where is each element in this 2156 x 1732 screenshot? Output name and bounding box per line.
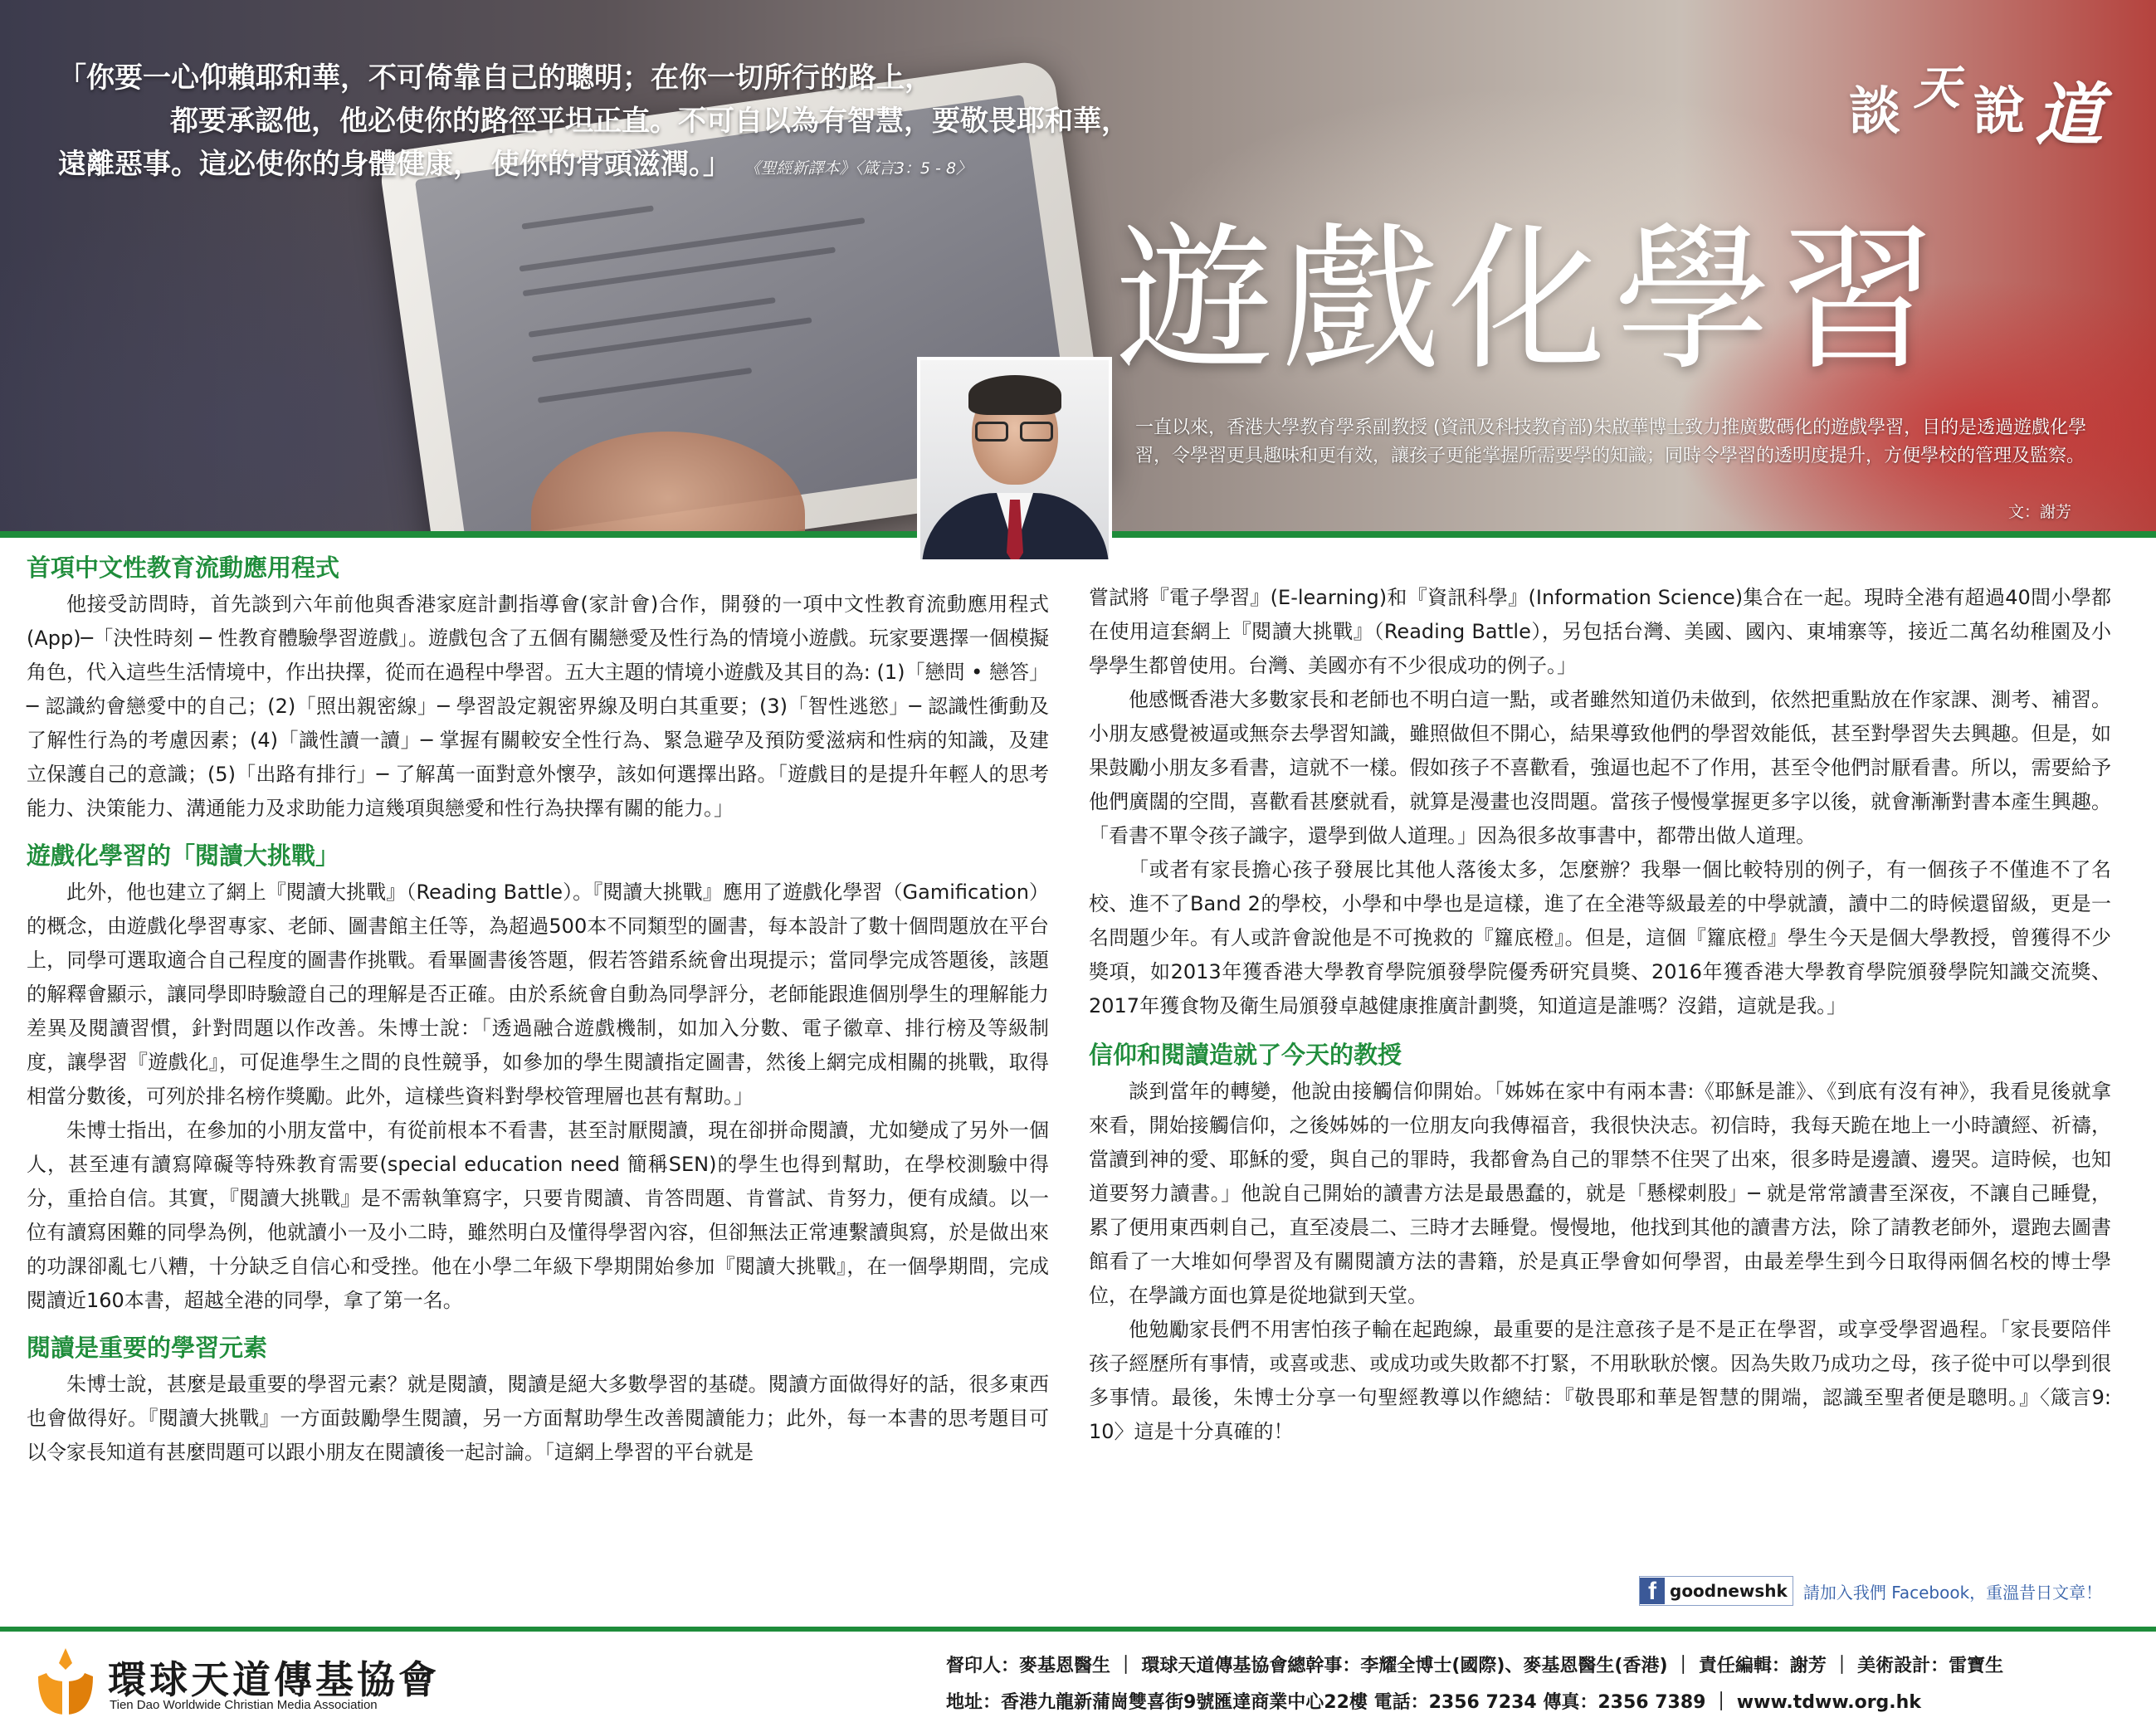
- logo-chinese-name: 環球天道傳基協會: [108, 1657, 440, 1702]
- scripture-quote: [58, 56, 1154, 190]
- article-paragraph: 朱博士指出，在參加的小朋友當中，有從前根本不看書，甚至討厭閱讀，現在卻拼命閱讀，尤如變成了另外一個人，甚至連有讀寫障礙等特殊教育需要(special education need 簡稱SEN)的學生也得到幫助，在學校測驗中得分，重拾自信。其實，『閱讀大挑戰』是不需執筆寫字，只要肯閱讀、肯答問題、肯嘗試、肯努力，便有成績。以一位有讀寫困難的同學為例，他就讀小一及小二時，雖然明白及懂得學習內容，但卻無法正常連繫讀與寫，於是做出來的功課卻亂七八糟，十分缺乏自信心和受挫。他在小學二年級下學期開始參加『閱讀大挑戰』，在一個學期間，完成閱讀近160本書，超越全港的同學，拿了第一名。: [27, 1119, 1049, 1312]
- quote-line-1: 「你要一心仰賴耶和華，不可倚靠自己的聰明；在你一切所行的路上，: [58, 61, 933, 95]
- byline: 文：謝芳: [2008, 503, 2072, 521]
- logo-mark-icon: [32, 1645, 100, 1718]
- article-column-left: [27, 548, 1049, 1470]
- facebook-icon: f: [1640, 1578, 1665, 1604]
- author-portrait: [917, 357, 1112, 563]
- quote-line-3: 遠離惡事。這必使你的身體健康， 使你的骨頭滋潤。」 《聖經新譯本》〈箴言3：5 - 8〉: [58, 148, 973, 181]
- article-paragraph: 「或者有家長擔心孩子發展比其他人落後太多，怎麼辦？我舉一個比較特別的例子，有一個孩子不僅進不了名校、進不了Band 2的學校，小學和中學也是這樣，進了在全港等級最差的中學就讀，讀中二的時候還留級，更是一名問題少年。有人或許會說他是不可挽救的『籮底橙』。但是，這個『籮底橙』學生今天是個大學教授，曾獲得不少獎項，如2013年獲香港大學教育學院頒發學院優秀研究員獎、2016年獲香港大學教育學院頒發學院知識交流獎、2017年獲食物及衛生局頒發卓越健康推廣計劃獎，知道這是誰嗎？沒錯，這就是我。」: [1089, 858, 2111, 1017]
- section-heading: 信仰和閱讀造就了今天的教授: [1089, 1041, 1402, 1069]
- article-paragraph: 嘗試將『電子學習』(E-learning)和『資訊科學』(Information Science)集合在一起。現時全港有超過40間小學都在使用這套網上『閱讀大挑戰』（Reading Battle），另包括台灣、美國、國內、東埔寨等，接近二萬名幼稚園及小學學生都曾使用。台灣、美國亦有不少很成功的例子。」: [1089, 586, 2111, 677]
- article-paragraph: 談到當年的轉變，他說由接觸信仰開始。「姊姊在家中有兩本書:《耶穌是誰》、《到底有沒有神》，我看見後就拿來看，開始接觸信仰，之後姊姊的一位朋友向我傳福音，我很快決志。初信時，我每天跪在地上一小時讀經、祈禱，當讀到神的愛、耶穌的愛，與自己的罪時，我都會為自己的罪禁不住哭了出來，很多時是邊讀、邊哭。這時候，也知道要努力讀書。」他說自己開始的讀書方法是最愚蠢的，就是「懸樑刺股」─ 就是常常讀書至深夜，不讓自己睡覺，累了便用東西刺自己，直至凌晨二、三時才去睡覺。慢慢地，他找到其他的讀書方法，除了請教老師外，還跑去圖書館看了一大堆如何學習及有關閱讀方法的書籍，於是真正學會如何學習，由最差學生到今日取得兩個名校的博士學位，在學識方面也算是從地獄到天堂。: [1089, 1080, 2111, 1307]
- article-column-right: [1089, 581, 2111, 1449]
- quote-citation: 《聖經新譯本》〈箴言3：5 - 8〉: [752, 159, 973, 178]
- credits-line-2: 地址：香港九龍新蒲崗雙喜街9號匯達商業中心22樓 電話：2356 7234 傳真：2356 7389 ｜ www.tdww.org.hk: [946, 1692, 1921, 1713]
- facebook-handle: goodnewshk: [1670, 1581, 1788, 1601]
- article-paragraph: 他勉勵家長們不用害怕孩子輸在起跑線，最重要的是注意孩子是不是正在學習，或享受學習過程。「家長要陪伴孩子經歷所有事情，或喜或悲、或成功或失敗都不打緊，不用耿耿於懷。因為失敗乃成功之母，孩子從中可以學到很多事情。最後，朱博士分享一句聖經教導以作總結：『敬畏耶和華是智慧的開端，認識至聖者便是聰明。』〈箴言9: 10〉這是十分真確的！: [1089, 1318, 2111, 1443]
- logo-english-name: Tien Dao Worldwide Christian Media Association: [110, 1698, 378, 1712]
- article-intro: 一直以來，香港大學教育學系副教授 (資訊及科技教育部)朱啟華博士致力推廣數碼化的遊戲學習，目的是透過遊戲化學習，令學習更具趣味和更有效，讓孩子更能掌握所需要學的知識；同時令學習的透明度提升，方便學校的管理及監察。: [1135, 417, 2087, 466]
- article-title: 遊戲化學習: [1116, 208, 1947, 392]
- article-paragraph: 朱博士說，甚麼是最重要的學習元素？就是閱讀，閱讀是絕大多數學習的基礎。閱讀方面做得好的話，很多東西也會做得好。『閱讀大挑戰』一方面鼓勵學生閱讀，另一方面幫助學生改善閱讀能力；此外，每一本書的思考題目可以令家長知道有甚麼問題可以跟小朋友在閱讀後一起討論。「這網上學習的平台就是: [27, 1373, 1049, 1464]
- article-paragraph: 此外，他也建立了網上『閱讀大挑戰』（Reading Battle）。『閱讀大挑戰』應用了遊戲化學習（Gamification）的概念，由遊戲化學習專家、老師、圖書館主任等，為超過500本不同類型的圖書，每本設計了數十個問題放在平台上，同學可選取適合自己程度的圖書作挑戰。看畢圖書後答題，假若答錯系統會出現提示；當同學完成答題後，該題的解釋會顯示，讓同學即時驗證自己的理解是否正確。由於系統會自動為同學評分，老師能跟進個別學生的理解能力差異及閱讀習慣，針對問題以作改善。朱博士說：「透過融合遊戲機制，如加入分數、電子徽章、排行榜及等級制度，讓學習『遊戲化』，可促進學生之間的良性競爭，如參加的學生閱讀指定圖書，然後上網完成相關的挑戰，取得相當分數後，可列於排名榜作獎勵。此外，這樣些資料對學校管理層也甚有幫助。」: [27, 881, 1049, 1108]
- credits-line-1: 督印人：麥基恩醫生 ｜ 環球天道傳基協會總幹事：李耀全博士(國際)、麥基恩醫生(香港) ｜ 責任編輯：謝芳 ｜ 美術設計：雷寶生: [946, 1656, 2004, 1676]
- facebook-promo[interactable]: [1639, 1575, 2102, 1607]
- facebook-cta: 請加入我們 Facebook，重溫昔日文章！: [1802, 1582, 2103, 1603]
- article-paragraph: 他感慨香港大多數家長和老師也不明白這一點，或者雖然知道仍未做到，依然把重點放在作家課、測考、補習。小朋友感覺被逼或無奈去學習知識，雖照做但不開心，結果導致他們的學習效能低，甚至對學習失去興趣。但是，如果鼓勵小朋友多看書，這就不一樣。假如孩子不喜歡看，強逼也起不了作用，甚至令他們討厭看書。所以，需要給予他們廣闊的空間，喜歡看甚麼就看，就算是漫畫也沒問題。當孩子慢慢掌握更多字以後，就會漸漸對書本產生興趣。「看書不單令孩子識字，還學到做人道理。」因為很多故事書中，都帶出做人道理。: [1089, 688, 2111, 847]
- quote-line-2: 都要承認他，他必使你的路徑平坦正直。不可自以為有智慧，要敬畏耶和華，: [170, 105, 1129, 138]
- column-name: 談 天 說 道: [1849, 61, 2108, 155]
- section-heading: 閱讀是重要的學習元素: [27, 1334, 268, 1362]
- facebook-badge[interactable]: [1639, 1576, 1793, 1606]
- footer-divider: [0, 1627, 2156, 1632]
- article-paragraph: 他接受訪問時，首先談到六年前他與香港家庭計劃指導會(家計會)合作，開發的一項中文性教育流動應用程式(App)─「決性時刻 ─ 性教育體驗學習遊戲」。遊戲包含了五個有關戀愛及性行為的情境小遊戲。玩家要選擇一個模擬角色，代入這些生活情境中，作出抉擇，從而在過程中學習。五大主題的情境小遊戲及其目的為: (1)「戀問 • 戀答」─ 認識約會戀愛中的自己；(2)「照出親密線」─ 學習設定親密界線及明白其重要；(3)「智性逃慾」─ 認識性衝動及了解性行為的考慮因素；(4)「識性讀一讀」─ 掌握有關較安全性行為、緊急避孕及預防愛滋病和性病的知識，及建立保護自己的意識；(5)「出路有排行」─ 了解萬一面對意外懷孕，該如何選擇出路。「遊戲目的是提升年輕人的思考能力、決策能力、溝通能力及求助能力這幾項與戀愛和性行為抉擇有關的能力。」: [27, 593, 1049, 820]
- section-heading: 首項中文性教育流動應用程式: [27, 554, 340, 582]
- section-heading: 遊戲化學習的「閱讀大挑戰」: [27, 842, 340, 870]
- publication-credits: [946, 1648, 2141, 1721]
- organization-logo: [32, 1643, 463, 1722]
